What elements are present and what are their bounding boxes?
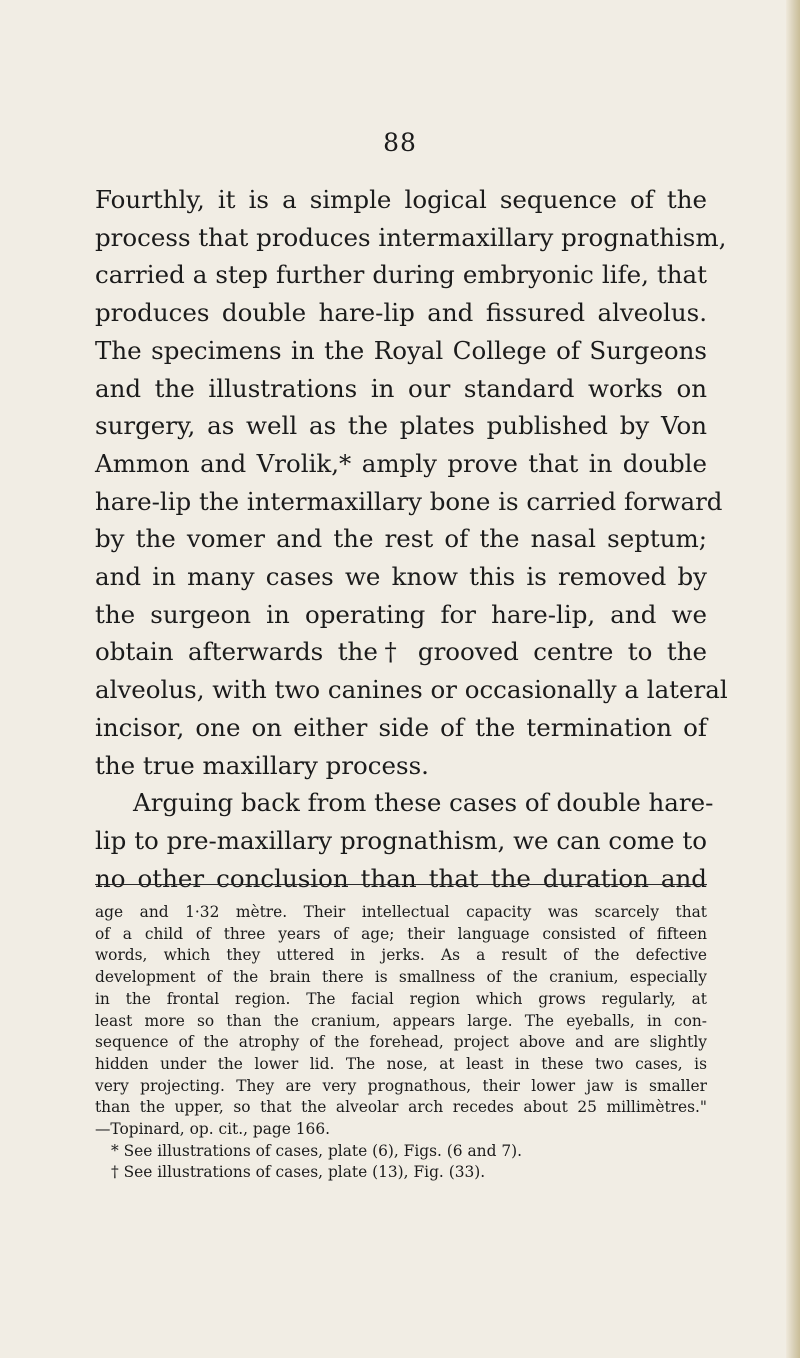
text-line: and in many cases we know this is removed by xyxy=(95,562,707,592)
footnote-rule xyxy=(95,884,707,885)
footnote-line: sequence of the atrophy of the forehead, project above and are slightly xyxy=(95,1033,707,1052)
footnote-line: † See illustrations of cases, plate (13), Fig. (33). xyxy=(111,1163,486,1182)
footnote-line: hidden under the lower lid. The nose, at least in these two cases, is xyxy=(95,1054,707,1073)
text-line: the true maxillary process. xyxy=(95,750,429,780)
text-line: The specimens in the Royal College of Surgeons xyxy=(95,335,707,365)
footnote-line: words, which they uttered in jerks. As a result of the defective xyxy=(95,946,707,965)
page-edge xyxy=(786,0,800,1358)
text-line: by the vomer and the rest of the nasal septum; xyxy=(95,524,707,554)
text-line: hare-lip the intermaxillary bone is carried forward xyxy=(95,486,723,516)
footnote-line: least more so than the cranium, appears large. The eyeballs, in con- xyxy=(95,1011,707,1030)
text-line: obtain afterwards the† grooved centre to the xyxy=(95,637,707,667)
footnote-line: in the frontal region. The facial region which grows regularly, at xyxy=(95,989,707,1008)
main-text xyxy=(95,181,728,897)
text-line: incisor, one on either side of the termination of xyxy=(95,712,707,742)
text-line: carried a step further during embryonic life, that xyxy=(95,260,707,290)
page-number: 88 xyxy=(383,128,417,157)
text-line: Ammon and Vrolik,* amply prove that in double xyxy=(95,448,707,478)
text-line: Fourthly, it is a simple logical sequence of the xyxy=(95,185,707,214)
footnote-line: * See illustrations of cases, plate (6), Figs. (6 and 7). xyxy=(111,1141,523,1160)
footnotes xyxy=(95,902,707,1184)
footnote-line: than the upper, so that the alveolar arch recedes about 25 millimètres." xyxy=(95,1098,707,1117)
footnote-line: very projecting. They are very prognathous, their lower jaw is smaller xyxy=(95,1076,707,1095)
text-line: alveolus, with two canines or occasionally a lateral xyxy=(95,675,728,705)
footnote-line: age and 1·32 mètre. Their intellectual capacity was scarcely that xyxy=(95,903,707,921)
footnote-line: of a child of three years of age; their language consisted of fifteen xyxy=(95,924,707,943)
text-line: surgery, as well as the plates published by Von xyxy=(95,411,707,441)
text-line: no other conclusion than that the duration and xyxy=(95,863,707,893)
text-line: Arguing back from these cases of double hare- xyxy=(133,788,714,818)
text-line: produces double hare-lip and fissured alveolus. xyxy=(95,298,707,328)
text-line: and the illustrations in our standard works on xyxy=(95,373,707,403)
footnote-line: —Topinard, op. cit., page 166. xyxy=(95,1120,331,1139)
footnote-line: development of the brain there is smallness of the cranium, especially xyxy=(95,968,707,987)
text-line: process that produces intermaxillary prognathism, xyxy=(95,222,727,252)
text-line: lip to pre-maxillary prognathism, we can come to xyxy=(95,825,707,855)
text-line: the surgeon in operating for hare-lip, and we xyxy=(95,599,707,629)
